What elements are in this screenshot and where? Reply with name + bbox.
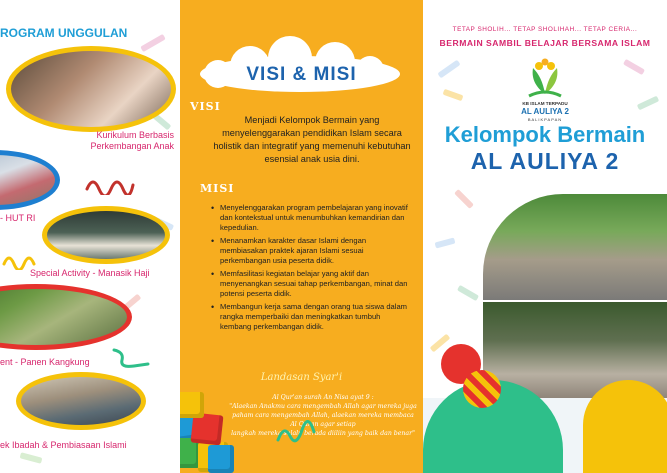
- caption-hut-ri: - HUT RI: [0, 213, 36, 223]
- photo-playground: [483, 194, 667, 300]
- squiggle-decoration: [112, 344, 152, 370]
- squiggle-decoration: [2, 250, 40, 270]
- right-panel: [423, 0, 667, 473]
- photo-kurikulum: [6, 46, 176, 132]
- quote-line: "Alaekan Anakmu cara mengembah Allah agar mereka juga: [229, 403, 417, 410]
- confetti: [457, 285, 479, 301]
- caption-kurikulum-1: Kurikulum Berbasis: [96, 130, 174, 140]
- confetti: [623, 59, 645, 75]
- photo-ibadah: [16, 372, 146, 430]
- tagline-main: BERMAIN SAMBIL BELAJAR BERSAMA ISLAM: [439, 38, 651, 48]
- quote-line: langkah mereka selalu berada diiliin yang baik dan benar": [231, 430, 415, 437]
- visi-text: Menjadi Kelompok Bermain yang menyelenggarakan pendidikan Islam secara holistik dan integratif yang memenuhi kebutuhan esensial anak usia dini.: [213, 115, 411, 164]
- program-unggulan-title: ROGRAM UNGGULAN: [0, 26, 128, 40]
- misi-list: [210, 203, 408, 335]
- caption-panen-kangkung: ent - Panen Kangkung: [0, 357, 90, 367]
- confetti: [140, 34, 166, 52]
- confetti: [437, 60, 460, 79]
- logo-subtitle: KB ISLAM TERPADU: [522, 101, 568, 106]
- confetti: [435, 238, 456, 249]
- school-logo: [523, 58, 567, 102]
- toy-block: [180, 392, 204, 418]
- visi-label: VISI: [190, 100, 221, 113]
- quote-line: paham cara mengembah Allah, alaekan mereka membaca: [232, 412, 414, 419]
- striped-ball: [463, 370, 501, 408]
- tagline: TETAP SHOLIH... TETAP SHOLIHAH... TETAP CERIA...: [452, 26, 638, 33]
- confetti: [454, 189, 474, 209]
- misi-item: • Menanamkan karakter dasar Islami dengan membiasakan praktek ajaran Islami sesuai perkembangan usia peserta didik.: [210, 236, 408, 266]
- misi-item: • Memfasilitasi kegiatan belajar yang aktif dan menyenangkan sesuai tahap perkembangan, minat dan potensi peserta didik.: [210, 269, 408, 299]
- caption-kurikulum-2: Perkembangan Anak: [90, 141, 174, 151]
- toy-block: [208, 445, 234, 473]
- photo-manasik-haji: [42, 206, 170, 264]
- misi-label: MISI: [200, 182, 235, 195]
- title-al-auliya: AL AULIYA 2: [470, 148, 620, 174]
- visi-misi-title: VISI & MISI: [246, 64, 357, 85]
- confetti: [443, 89, 464, 101]
- quran-quote: [228, 393, 418, 438]
- quote-line: Al Quran agar setiap: [290, 421, 356, 428]
- caption-manasik-haji: Special Activity - Manasik Haji: [30, 268, 150, 278]
- squiggle-decoration: [85, 173, 135, 195]
- confetti: [637, 96, 659, 111]
- misi-item: • Membangun kerja sama dengan orang tua siswa dalam rangka memperbaiki dan meningkatkan tumbuh kembang perkembangan didik.: [210, 302, 408, 332]
- photo-panen-kangkung: [0, 284, 132, 350]
- title-kelompok-bermain: Kelompok Bermain: [444, 122, 646, 147]
- misi-item: • Menyelenggarakan program pembelajaran yang inovatif dan kontekstual untuk menumbuhkan kemandirian dan kepedulian.: [210, 203, 408, 233]
- left-panel: [0, 0, 180, 473]
- quote-line: Al Qur'an surah An Nisa ayat 9 :: [272, 394, 374, 401]
- yellow-semicircle: [583, 380, 667, 473]
- caption-ibadah: ek Ibadah & Pembiasaan Islami: [0, 440, 127, 450]
- photo-hut-ri: [0, 150, 60, 210]
- squiggle-decoration: [276, 420, 316, 446]
- landasan-title: Landasan Syar'i: [260, 372, 343, 383]
- middle-panel: [180, 0, 423, 473]
- logo-city: BALIKPAPAN: [527, 117, 563, 122]
- confetti: [20, 452, 43, 463]
- logo-name: AL AULIYA 2: [521, 107, 569, 116]
